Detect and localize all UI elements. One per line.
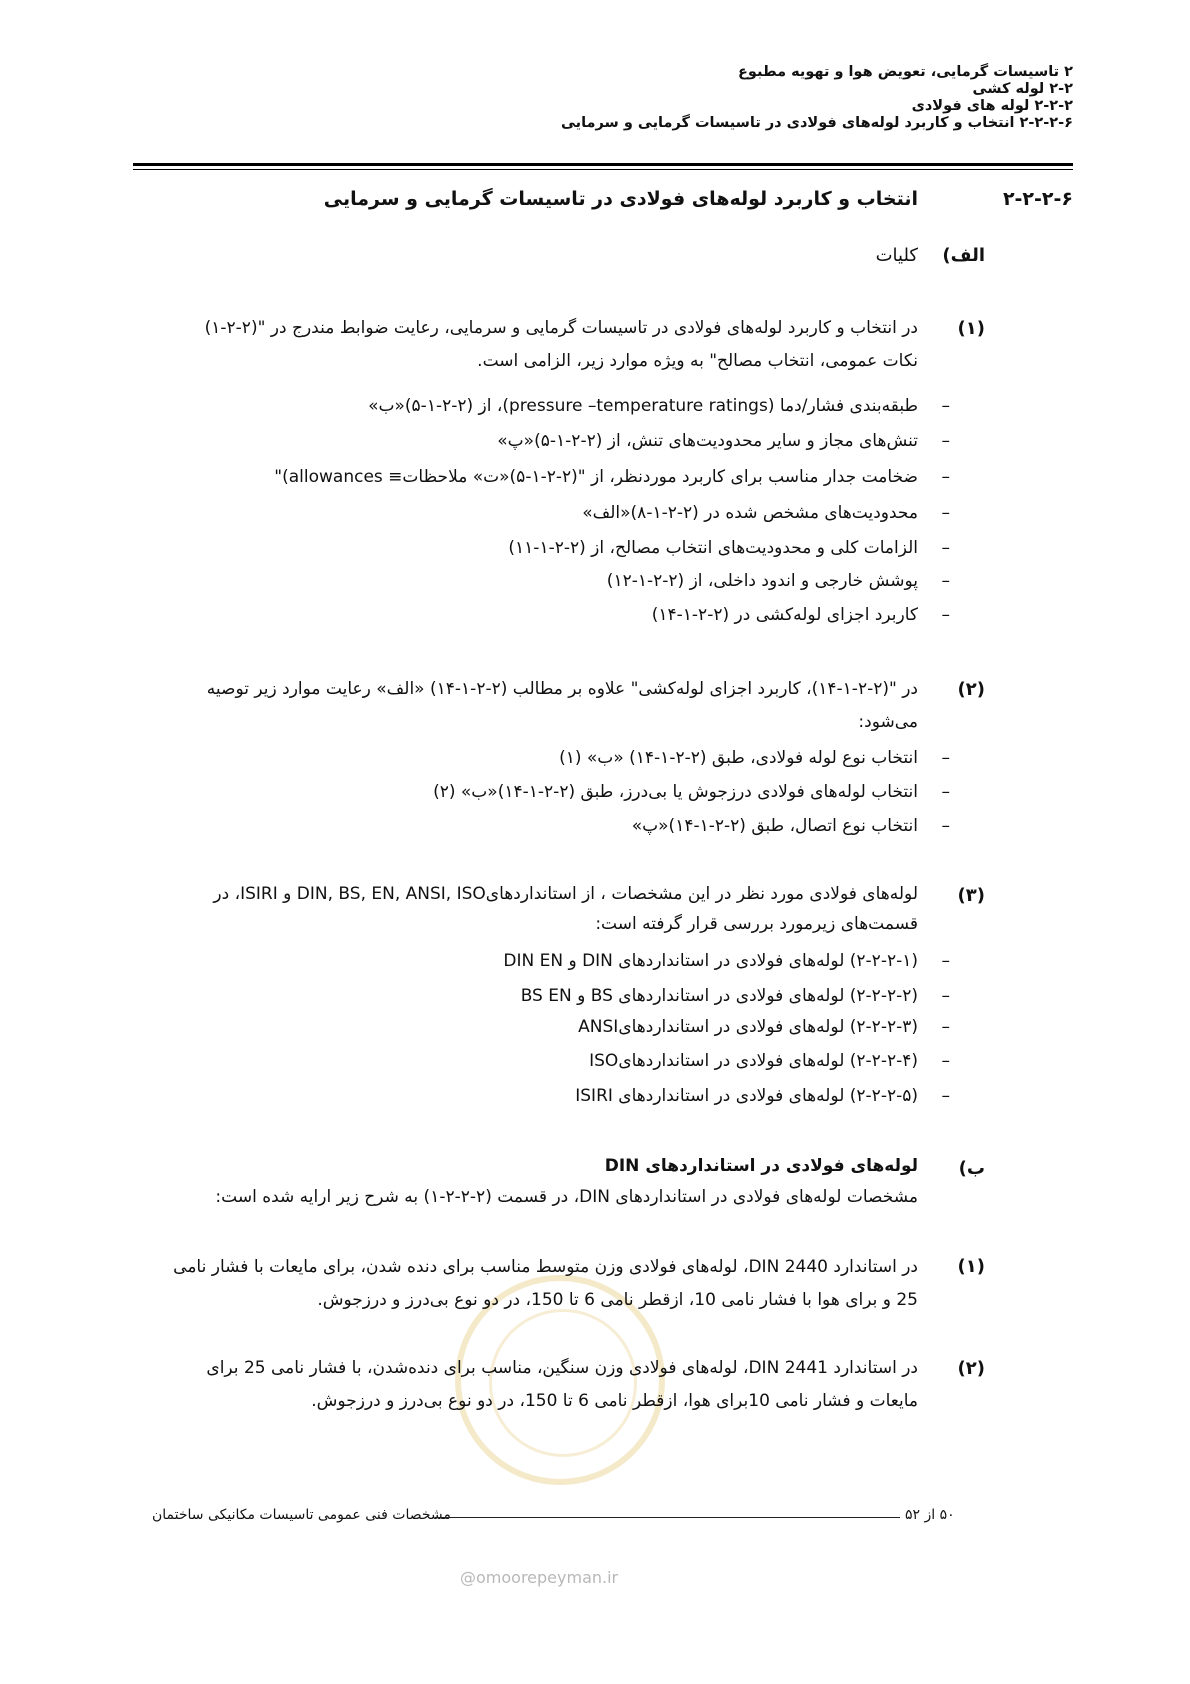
page-number: ۵۰ از ۵۲	[905, 1507, 955, 1523]
bullet-dash: –	[941, 467, 950, 487]
header-rule-thick	[133, 163, 1073, 166]
bullet-dash: –	[941, 1086, 950, 1106]
item-a2-paragraph	[118, 673, 918, 739]
bullet-dash: –	[941, 1017, 950, 1037]
item-a1-line1: در انتخاب و کاربرد لوله‌های فولادی در تاسیسات گرمایی و سرمایی، رعایت ضوابط مندرج در "(۲-۲-۱)	[204, 318, 918, 338]
list-item: (۲-۲-۲-۲) لوله‌های فولادی در استانداردهای BS و BS EN	[520, 986, 918, 1006]
header-rule-thin	[133, 169, 1073, 170]
list-item: (۲-۲-۲-۱) لوله‌های فولادی در استانداردهای DIN و DIN EN	[503, 951, 918, 971]
list-item: ضخامت جدار مناسب برای کاربرد موردنظر، از "(۲-۲-۱-۵)«ت» ملاحظات≡ allowances)"	[274, 467, 918, 487]
item-a2-line2: می‌شود:	[858, 712, 918, 732]
header-section: ۲-۲ لوله کشی	[972, 81, 1073, 97]
bullet-dash: –	[941, 816, 950, 836]
section-title: انتخاب و کاربرد لوله‌های فولادی در تاسیسات گرمایی و سرمایی	[323, 188, 918, 210]
item-a3-line1: لوله‌های فولادی مورد نظر در این مشخصات ، از استانداردهایDIN, BS, EN, ANSI, ISO و ISIRI، در	[213, 884, 918, 904]
item-a1-line2: نکات عمومی، انتخاب مصالح" به ویژه موارد زیر، الزامی است.	[477, 351, 918, 371]
item-b1-number: (۱)	[957, 1256, 985, 1277]
list-item: (۲-۲-۲-۴) لوله‌های فولادی در استانداردهایISO	[589, 1051, 918, 1071]
item-b1-line2: 25 و برای هوا با فشار نامی 10، ازقطر نامی 6 تا 150، در دو نوع بی‌درز و درزجوش.	[317, 1290, 918, 1310]
header-subsection: ۲-۲-۲ لوله های فولادی	[911, 98, 1073, 114]
item-b2-line1: در استاندارد DIN 2441، لوله‌های فولادی وزن سنگین، مناسب برای دنده‌شدن، با فشار نامی 25 برای	[206, 1358, 918, 1378]
item-b1-line1: در استاندارد DIN 2440، لوله‌های فولادی وزن متوسط مناسب برای دنده شدن، برای مایعات با فشار نامی	[173, 1257, 918, 1277]
item-a2-line1: در "(۲-۲-۱-۱۴)، کاربرد اجزای لوله‌کشی" علاوه بر مطالب (۲-۲-۱-۱۴) «الف» رعایت موارد زیر توصیه	[206, 679, 918, 699]
item-a3-paragraph	[118, 879, 918, 939]
list-item: انتخاب لوله‌های فولادی درزجوش یا بی‌درز، طبق (۲-۲-۱-۱۴)«ب» (۲)	[433, 782, 918, 802]
item-b2-paragraph	[118, 1352, 918, 1418]
page-header	[133, 64, 1073, 132]
bullet-dash: –	[941, 396, 950, 416]
bullet-dash: –	[941, 431, 950, 451]
part-b-intro: مشخصات لوله‌های فولادی در استانداردهای DIN، در قسمت (۲-۲-۲-۱) به شرح زیر ارایه شده است:	[215, 1187, 918, 1207]
site-watermark: @omoorepeyman.ir	[460, 1568, 619, 1587]
item-a1-number: (۱)	[957, 318, 985, 339]
item-a1-paragraph	[118, 312, 918, 378]
header-topic: ۲-۲-۲-۶ انتخاب و کاربرد لوله‌های فولادی در تاسیسات گرمایی و سرمایی	[560, 115, 1073, 131]
list-item: محدودیت‌های مشخص شده در (۲-۲-۱-۸)«الف»	[582, 503, 918, 523]
header-chapter: ۲ تاسیسات گرمایی، تعویض هوا و تهویه مطبوع	[738, 64, 1073, 80]
section-number: ۲-۲-۲-۶	[1002, 188, 1073, 210]
list-item: انتخاب نوع اتصال، طبق (۲-۲-۱-۱۴)«پ»	[631, 816, 918, 836]
item-b2-number: (۲)	[957, 1358, 985, 1379]
item-a3-line2: قسمت‌های زیرمورد بررسی قرار گرفته است:	[595, 914, 918, 934]
part-a-label: الف)	[942, 245, 985, 266]
bullet-dash: –	[941, 748, 950, 768]
list-item: (۲-۲-۲-۵) لوله‌های فولادی در استانداردهای ISIRI	[575, 1086, 918, 1106]
item-b2-line2: مایعات و فشار نامی 10برای هوا، ازقطر نامی 6 تا 150، در دو نوع بی‌درز و درزجوش.	[311, 1391, 918, 1411]
bullet-dash: –	[941, 1051, 950, 1071]
item-a3-number: (۳)	[957, 885, 985, 906]
list-item: پوشش خارجی و اندود داخلی، از (۲-۲-۱-۱۲)	[606, 571, 918, 591]
footer-rule	[435, 1517, 900, 1518]
bullet-dash: –	[941, 538, 950, 558]
part-a-title: کلیات	[875, 245, 918, 266]
list-item: کاربرد اجزای لوله‌کشی در (۲-۲-۱-۱۴)	[651, 605, 918, 625]
list-item: طبقه‌بندی فشار/دما (pressure –temperature ratings)، از (۲-۲-۱-۵)«ب»	[368, 396, 918, 416]
bullet-dash: –	[941, 986, 950, 1006]
part-b-label: ب)	[958, 1158, 985, 1179]
list-item: انتخاب نوع لوله فولادی، طبق (۲-۲-۱-۱۴) «ب» (۱)	[559, 748, 918, 768]
bullet-dash: –	[941, 605, 950, 625]
list-item: (۲-۲-۲-۳) لوله‌های فولادی در استانداردهایANSI	[578, 1017, 918, 1037]
bullet-dash: –	[941, 571, 950, 591]
item-b1-paragraph	[118, 1251, 918, 1317]
bullet-dash: –	[941, 782, 950, 802]
bullet-dash: –	[941, 503, 950, 523]
part-b-title: لوله‌های فولادی در استانداردهای DIN	[604, 1156, 918, 1176]
footer-title: مشخصات فنی عمومی تاسیسات مکانیکی ساختمان	[152, 1507, 451, 1523]
bullet-dash: –	[941, 951, 950, 971]
list-item: الزامات کلی و محدودیت‌های انتخاب مصالح، از (۲-۲-۱-۱۱)	[508, 538, 918, 558]
list-item: تنش‌های مجاز و سایر محدودیت‌های تنش، از (۲-۲-۱-۵)«پ»	[497, 431, 918, 451]
item-a2-number: (۲)	[957, 679, 985, 700]
